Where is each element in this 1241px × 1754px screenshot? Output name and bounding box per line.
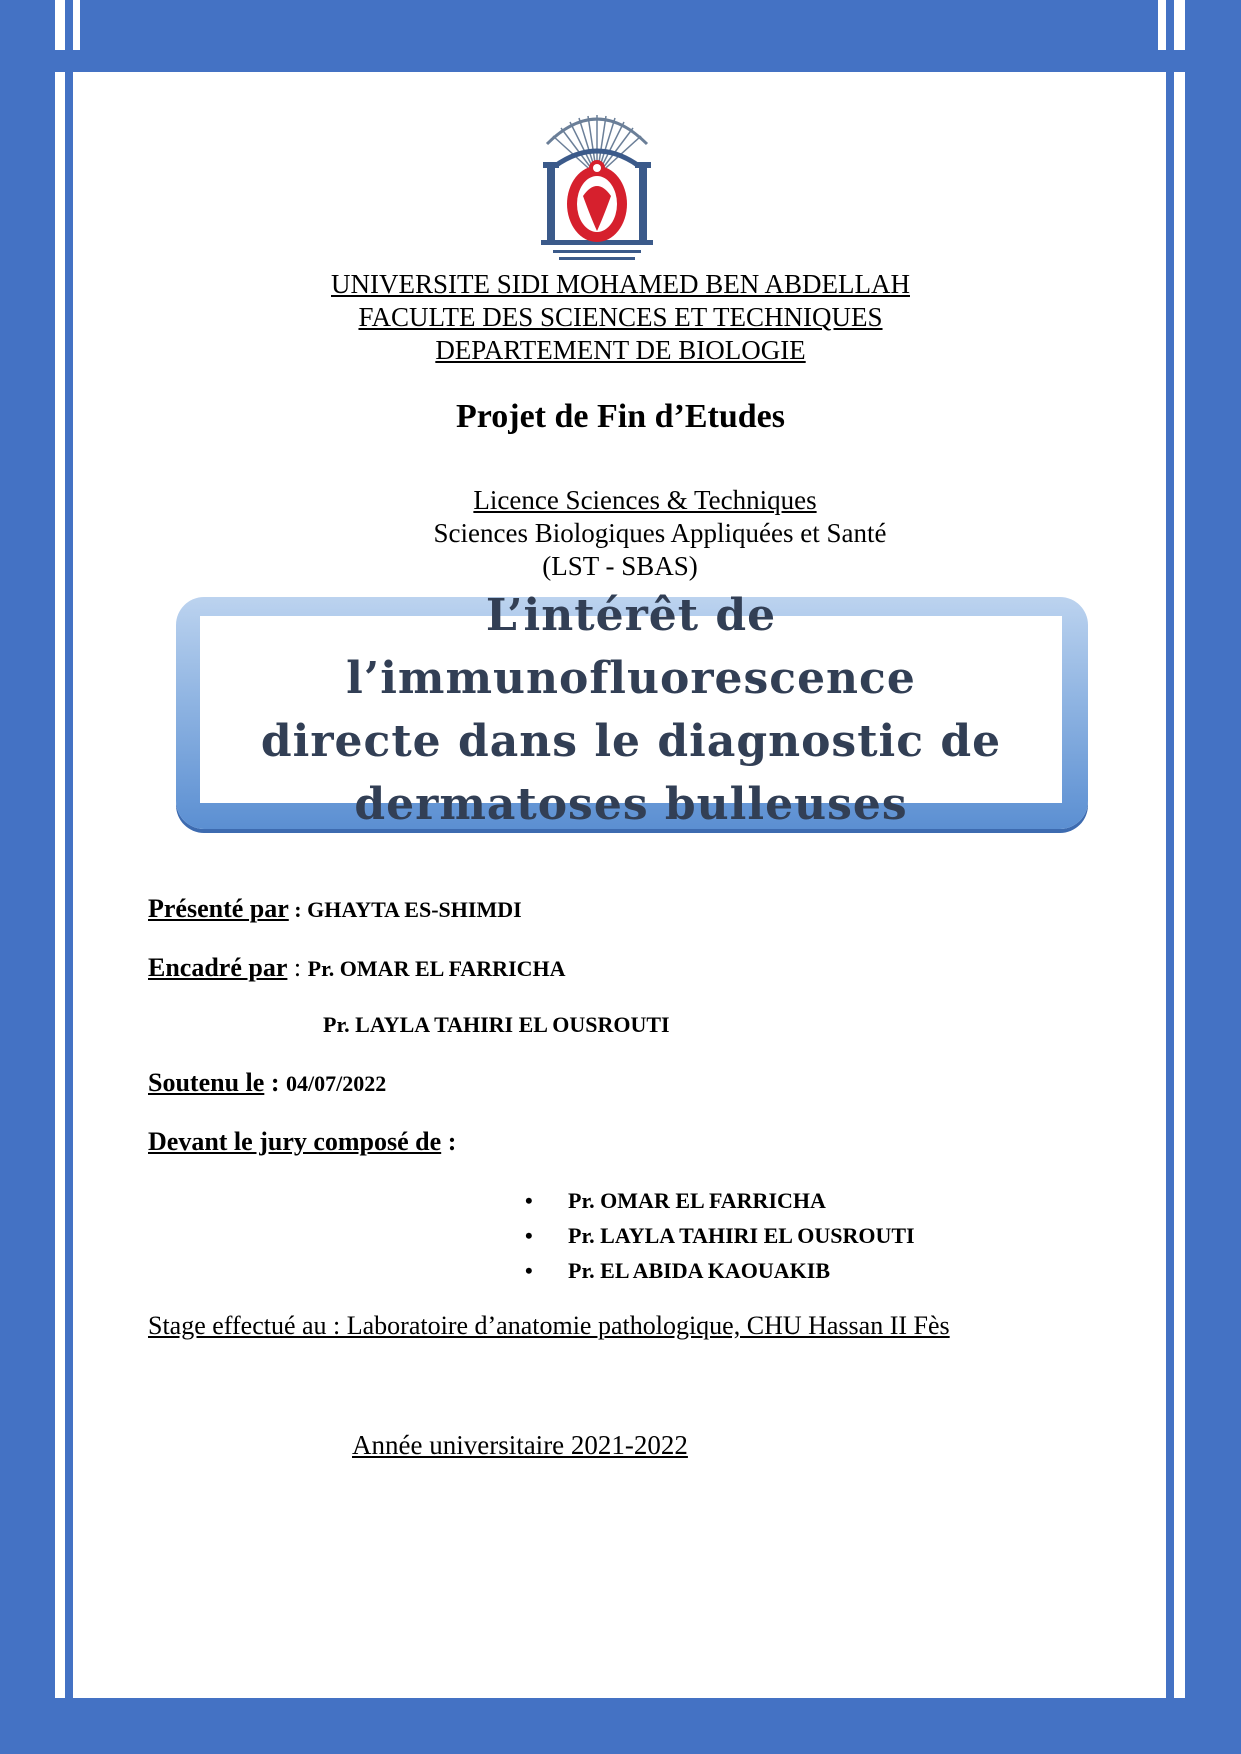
jury-label: Devant le jury composé de: [148, 1127, 442, 1156]
jury-row: [148, 1127, 456, 1157]
program-line-1: Licence Sciences & Techniques: [473, 485, 817, 515]
title-line-1: L’intérêt de l’immunofluorescence: [346, 589, 916, 704]
university-name: UNIVERSITE SIDI MOHAMED BEN ABDELLAH: [331, 269, 910, 299]
frame-corner: [1158, 1698, 1185, 1754]
department-name: DEPARTEMENT DE BIOLOGIE: [435, 335, 806, 365]
list-item: [525, 1221, 915, 1256]
student-name: GHAYTA ES-SHIMDI: [307, 897, 522, 922]
frame-bottom-band: [0, 1698, 1241, 1754]
project-type: Projet de Fin d’Etudes: [456, 398, 785, 435]
frame-corner: [55, 1698, 80, 1754]
supervised-by-label: Encadré par: [148, 953, 288, 982]
jury-member: Pr. EL ABIDA KAOUAKIB: [568, 1258, 831, 1283]
bullet-icon: •: [525, 1258, 533, 1283]
frame-right-line: [1166, 0, 1174, 1754]
title-line-3: dermatoses bulleuses: [354, 778, 908, 830]
academic-year: Année universitaire 2021-2022: [352, 1430, 688, 1460]
list-item: [525, 1186, 915, 1221]
jury-member: Pr. OMAR EL FARRICHA: [568, 1188, 826, 1213]
frame-corner: [55, 50, 80, 72]
frame-gap: [55, 0, 65, 1754]
list-item: [525, 1256, 915, 1291]
frame-gap: [1158, 0, 1166, 1754]
defense-date: 04/07/2022: [285, 1071, 387, 1096]
separator: :: [264, 1068, 286, 1097]
frame-right-band: [1185, 0, 1241, 1754]
defended-on-row: [148, 1068, 386, 1098]
separator: :: [288, 897, 308, 922]
frame-top-band: [0, 0, 1241, 72]
program-line-2: Sciences Biologiques Appliquées et Santé: [433, 518, 887, 548]
thesis-title: [201, 584, 1061, 836]
frame-corner: [1158, 50, 1185, 72]
separator: :: [287, 953, 308, 982]
internship-location: Stage effectué au : Laboratoire d’anatomie pathologique, CHU Hassan II Fès: [148, 1311, 950, 1340]
frame-left-line: [65, 0, 73, 1754]
university-logo: [533, 106, 661, 264]
bullet-icon: •: [525, 1188, 533, 1213]
supervisor-2: Pr. LAYLA TAHIRI EL OUSROUTI: [323, 1012, 670, 1037]
jury-member: Pr. LAYLA TAHIRI EL OUSROUTI: [568, 1223, 915, 1248]
title-line-2: directe dans le diagnostic de: [260, 715, 1002, 767]
institution-header: [0, 268, 1241, 367]
program-line-3: (LST - SBAS): [542, 551, 698, 581]
frame-gap: [1174, 0, 1185, 1754]
supervised-by-row: [148, 953, 566, 983]
presented-by-label: Présenté par: [148, 894, 289, 923]
faculty-name: FACULTE DES SCIENCES ET TECHNIQUES: [358, 302, 883, 332]
defended-on-label: Soutenu le: [148, 1068, 265, 1097]
frame-gap: [73, 0, 80, 1754]
program-block: [400, 484, 920, 583]
title-box: [176, 589, 1088, 830]
bullet-icon: •: [525, 1223, 533, 1248]
title-box-inner: [200, 589, 1062, 830]
frame-left-band: [0, 0, 55, 1754]
presented-by-row: [148, 894, 522, 924]
jury-list: [525, 1186, 915, 1291]
supervisor-1: Pr. OMAR EL FARRICHA: [307, 956, 566, 981]
separator: :: [441, 1127, 457, 1156]
